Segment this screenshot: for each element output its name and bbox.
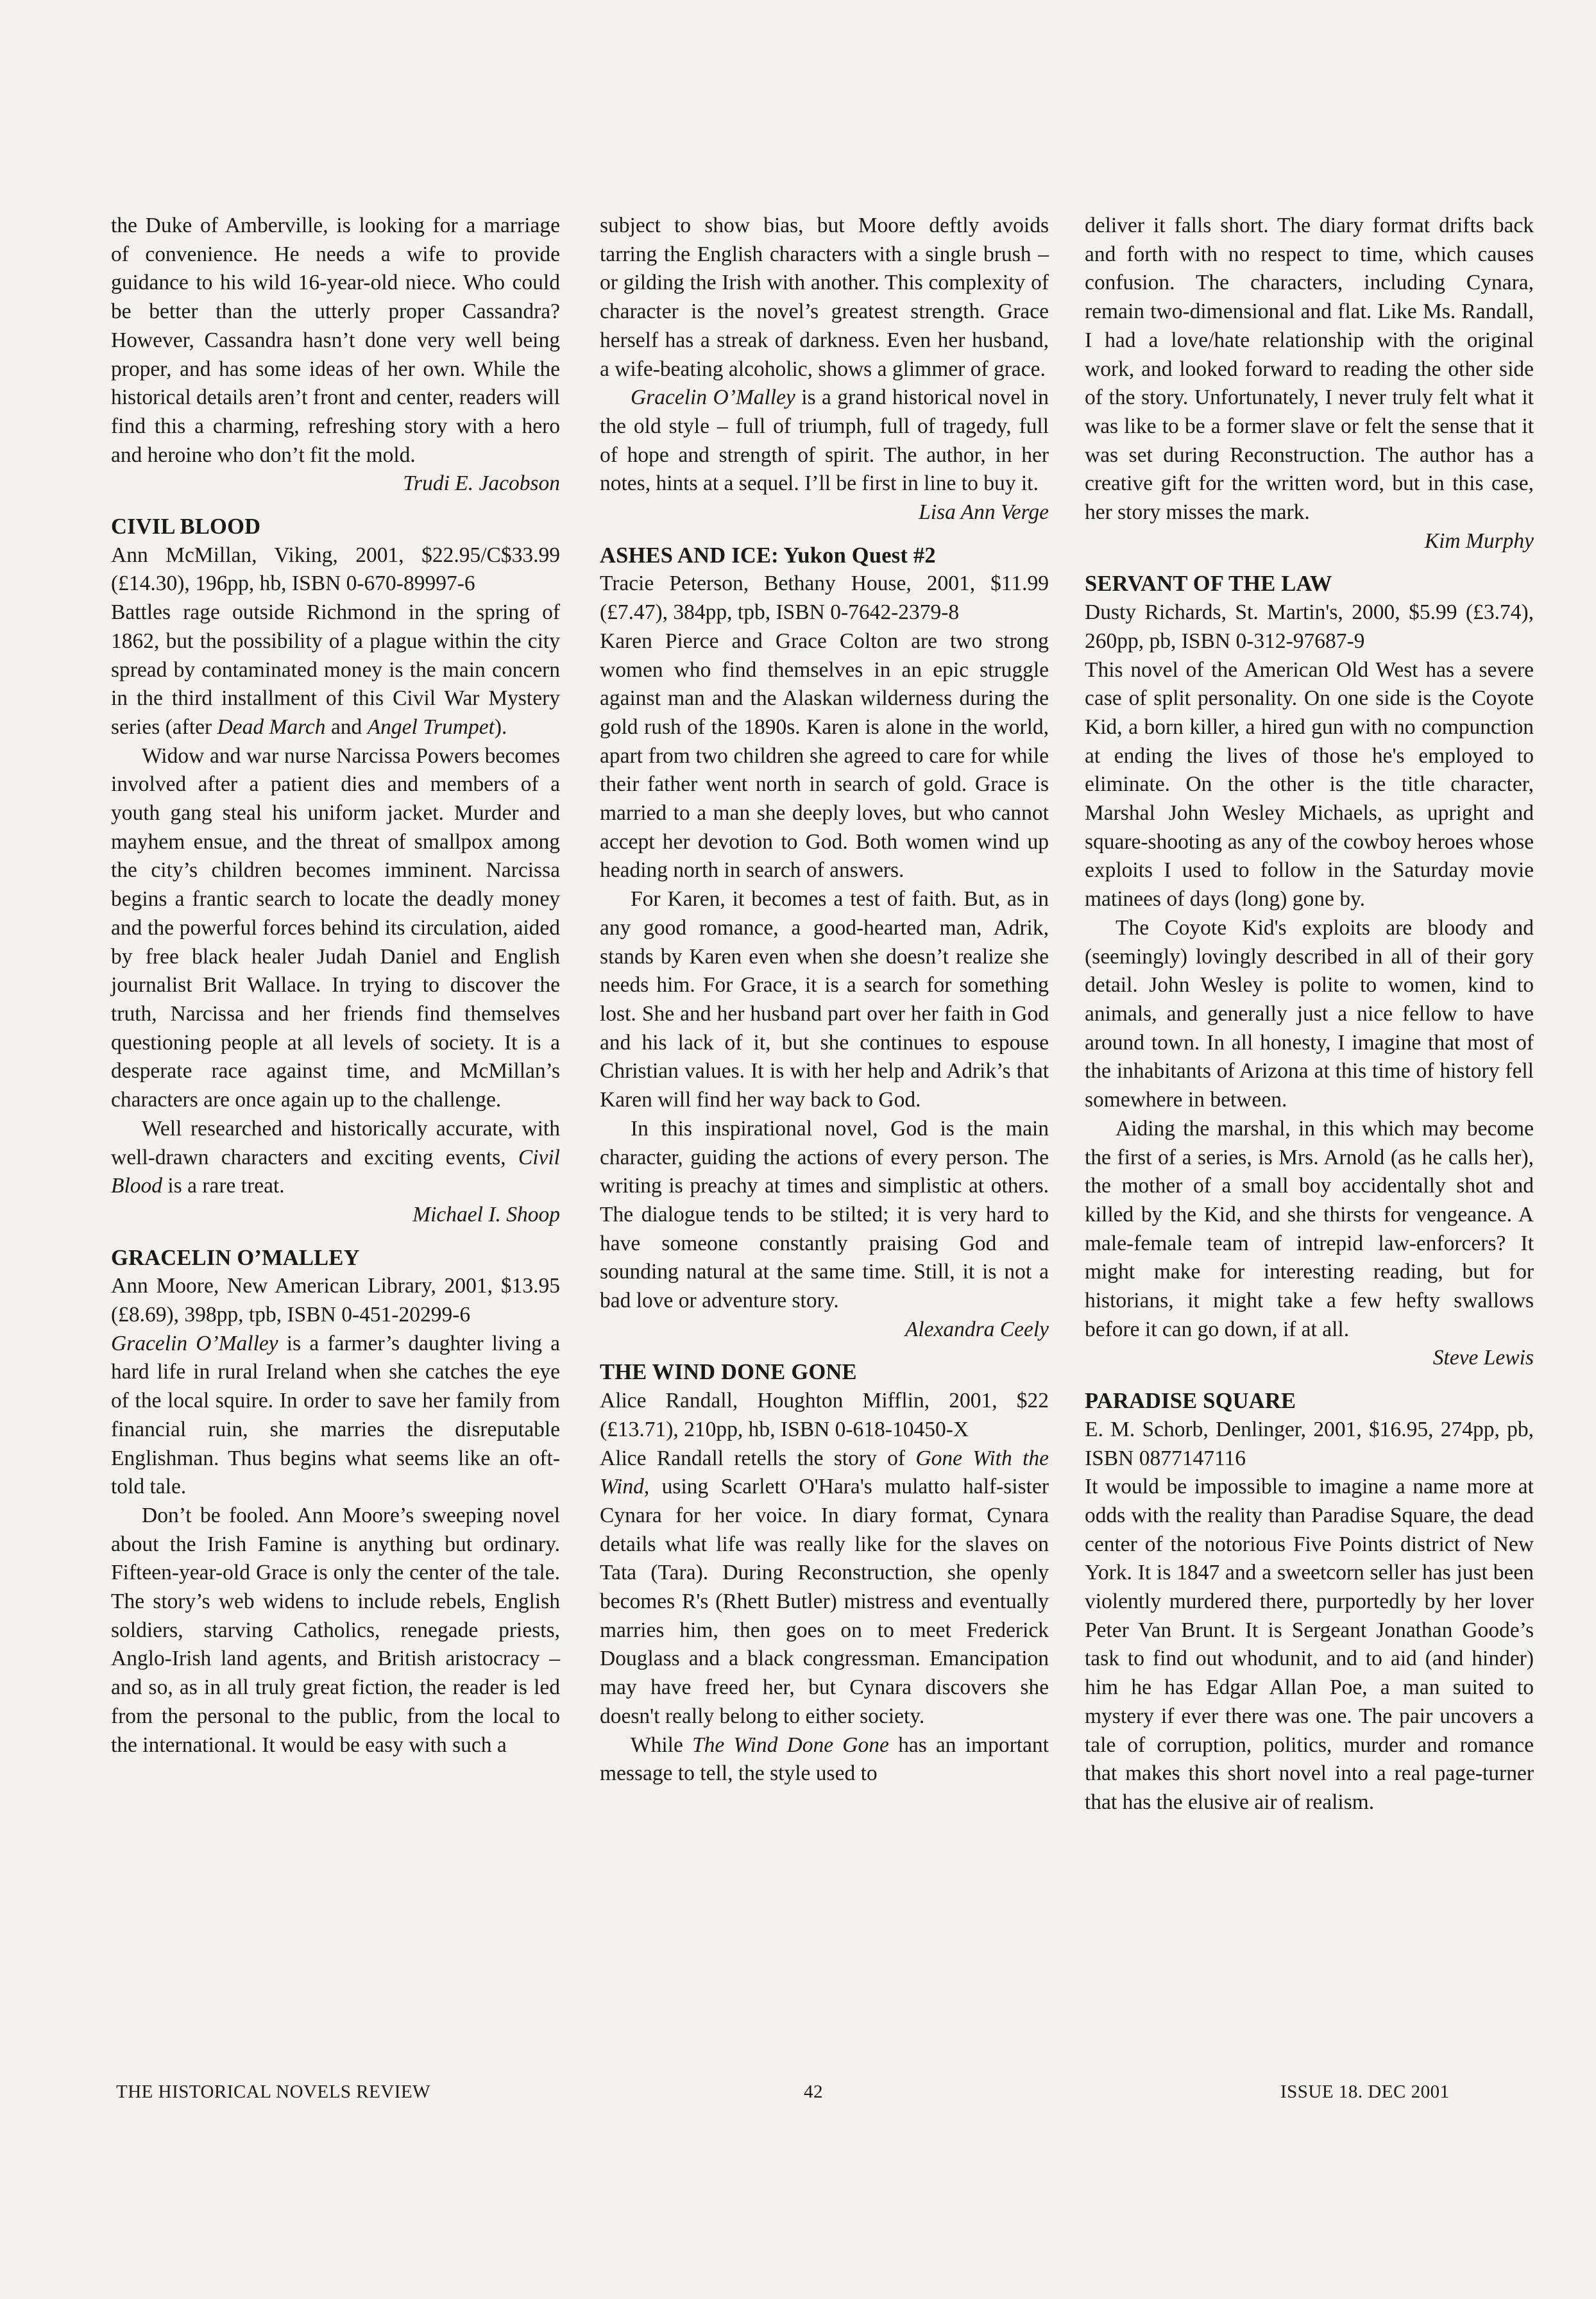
- reviewer-name: Alexandra Ceely: [904, 1317, 1049, 1341]
- review-paragraph: The Coyote Kid's exploits are bloody and (seemingly) lovingly described in all of their gory detail. John Wesley is polite to women, kind to animals, and generally just a nice fellow to have around town. In all honesty, I imagine that most of the inhabitants of Arizona at this time of history fell somewhere in between.: [1085, 915, 1534, 1112]
- reviewer-name: Trudi E. Jacobson: [403, 471, 560, 496]
- review-paragraph: Don’t be fooled. Ann Moore’s sweeping novel about the Irish Famine is anything but ordinary. Fifteen-year-old Grace is only the center of the tale. The story’s web widens to include rebels, English soldiers, starving Catholics, renegade priests, Anglo-Irish land agents, and British aristocracy – and so, as in all truly great fiction, the reader is led from the personal to the public, from the local to the international. It would be easy with such a: [111, 1503, 560, 1757]
- review-title: GRACELIN O’MALLEY: [111, 1245, 360, 1270]
- review-title: SERVANT OF THE LAW: [1085, 572, 1332, 597]
- column-middle: [600, 212, 1049, 1788]
- footer-publication-name: THE HISTORICAL NOVELS REVIEW: [116, 2082, 431, 2102]
- footer-issue-date: ISSUE 18. DEC 2001: [1280, 2082, 1450, 2102]
- reviewer-name: Steve Lewis: [1432, 1346, 1534, 1370]
- column-right: [1085, 212, 1534, 1817]
- review-paragraph: For Karen, it becomes a test of faith. But, as in any good romance, a good-hearted man, Adrik, stands by Karen even when she doesn’t realize she needs him. For Grace, it is a search for something lost. She and her husband part over her faith in God and his lack of it, but she continues to espouse Christian values. It is with her help and Adrik’s that Karen will find her way back to God.: [600, 887, 1049, 1112]
- book-details: Ann McMillan, Viking, 2001, $22.95/C$33.99 (£14.30), 196pp, hb, ISBN 0-670-89997-6: [111, 543, 560, 596]
- review-paragraph: While The Wind Done Gone has an important message to tell, the style used to: [600, 1733, 1049, 1786]
- review-title: THE WIND DONE GONE: [600, 1360, 857, 1385]
- review-paragraph: In this inspirational novel, God is the main character, guiding the actions of every person. The writing is preachy at times and simplistic at others. The dialogue tends to be stilted; it is very hard to have someone constantly praising God and sounding natural at the same time. Still, it is not a bad love or adventure story.: [600, 1116, 1049, 1313]
- review-paragraph: Well researched and historically accurate, with well-drawn characters and exciting events, Civil Blood is a rare treat.: [111, 1116, 560, 1198]
- book-details: Ann Moore, New American Library, 2001, $13.95 (£8.69), 398pp, tpb, ISBN 0-451-20299-6: [111, 1274, 560, 1327]
- reviewer-name: Lisa Ann Verge: [919, 500, 1049, 525]
- review-paragraph: Battles rage outside Richmond in the spring of 1862, but the possibility of a plague within the city spread by contaminated money is the main concern in the third installment of this Civil War Mystery series (after Dead March and Angel Trumpet).: [111, 600, 560, 739]
- reviewer-name: Michael I. Shoop: [412, 1202, 560, 1226]
- column-left: [111, 212, 560, 1760]
- review-paragraph: Aiding the marshal, in this which may become the first of a series, is Mrs. Arnold (as he calls her), the mother of a small boy accidentally shot and killed by the Kid, and she thirsts for vengeance. A male-female team of intrepid law-enforcers? It might make for interesting reading, but for historians, it might take a few hefty swallows before it can go down, if at all.: [1085, 1116, 1534, 1341]
- review-title: ASHES AND ICE: Yukon Quest #2: [600, 543, 936, 568]
- book-details: Tracie Peterson, Bethany House, 2001, $11.99 (£7.47), 384pp, tpb, ISBN 0-7642-2379-8: [600, 572, 1049, 625]
- reviewer-name: Kim Murphy: [1424, 529, 1534, 553]
- book-details: E. M. Schorb, Denlinger, 2001, $16.95, 274pp, pb, ISBN 0877147116: [1085, 1417, 1534, 1470]
- review-paragraph: Widow and war nurse Narcissa Powers becomes involved after a patient dies and members of a youth gang steal his uniform jacket. Murder and mayhem ensue, and the threat of smallpox among the city’s children becomes imminent. Narcissa begins a frantic search to locate the deadly money and the powerful forces behind its circulation, aided by free black healer Judah Daniel and English journalist Brit Wallace. In trying to discover the truth, Narcissa and her friends find themselves questioning people at all levels of society. It is a desperate race against time, and McMillan’s characters are once again up to the challenge.: [111, 743, 560, 1112]
- review-paragraph: Gracelin O’Malley is a farmer’s daughter living a hard life in rural Ireland when she catches the eye of the local squire. In order to save her family from financial ruin, she marries the disreputable Englishman. Thus begins what seems like an oft-told tale.: [111, 1331, 560, 1499]
- review-title: PARADISE SQUARE: [1085, 1389, 1296, 1414]
- review-title: CIVIL BLOOD: [111, 514, 261, 539]
- review-paragraph: deliver it falls short. The diary format drifts back and forth with no respect to time, which causes confusion. The characters, including Cynara, remain two-dimensional and flat. Like Ms. Randall, I had a love/hate relationship with the original work, and looked forward to reading the other side of the story. Unfortunately, I never truly felt what it was like to be a former slave or felt the sense that it was set during Reconstruction. The author has a creative gift for the written word, but in this case, her story misses the mark.: [1085, 214, 1534, 525]
- book-details: Alice Randall, Houghton Mifflin, 2001, $22 (£13.71), 210pp, hb, ISBN 0-618-10450-X: [600, 1389, 1049, 1441]
- footer-page-number: 42: [804, 2082, 823, 2102]
- review-paragraph: Alice Randall retells the story of Gone With the Wind, using Scarlett O'Hara's mulatto half-sister Cynara for her voice. In diary format, Cynara details what life was really like for the slaves on Tata (Tara). During Reconstruction, she openly becomes R's (Rhett Butler) mistress and eventually marries him, then goes on to meet Frederick Douglass and a black congressman. Emancipation may have freed her, but Cynara discovers she doesn't really belong to either society.: [600, 1446, 1049, 1728]
- review-paragraph: Gracelin O’Malley is a grand historical novel in the old style – full of triumph, full of tragedy, full of hope and strength of spirit. The author, in her notes, hints at a sequel. I’ll be first in line to buy it.: [600, 386, 1049, 496]
- review-paragraph: subject to show bias, but Moore deftly avoids tarring the English characters with a single brush – or gilding the Irish with another. This complexity of character is the novel’s greatest strength. Grace herself has a streak of darkness. Even her husband, a wife-beating alcoholic, shows a glimmer of grace.: [600, 214, 1049, 381]
- review-paragraph: It would be impossible to imagine a name more at odds with the reality than Paradise Square, the dead center of the notorious Five Points district of New York. It is 1847 and a sweetcorn seller has just been violently murdered there, purportedly by her lover Peter Van Brunt. It is Sergeant Jonathan Goode’s task to find out whodunit, and to aid (and hinder) him he has Edgar Allan Poe, a man suited to mystery if ever there was one. The pair uncovers a tale of corruption, politics, murder and romance that makes this short novel into a real page-turner that has the elusive air of realism.: [1085, 1475, 1534, 1814]
- book-details: Dusty Richards, St. Martin's, 2000, $5.99 (£3.74), 260pp, pb, ISBN 0-312-97687-9: [1085, 600, 1534, 653]
- review-paragraph: Karen Pierce and Grace Colton are two strong women who find themselves in an epic struggle against man and the Alaskan wilderness during the gold rush of the 1890s. Karen is alone in the world, apart from two children she agreed to care for while their father went north in search of gold. Grace is married to a man she deeply loves, but who cannot accept her devotion to God. Both women wind up heading north in search of answers.: [600, 629, 1049, 883]
- review-paragraph: This novel of the American Old West has a severe case of split personality. On one side is the Coyote Kid, a born killer, a hired gun with no compunction at ending the lives of those he's employed to eliminate. On the other is the title character, Marshal John Wesley Michaels, as upright and square-shooting as any of the cowboy heroes whose exploits I used to follow in the Saturday movie matinees of days (long) gone by.: [1085, 657, 1534, 912]
- review-paragraph: the Duke of Amberville, is looking for a marriage of convenience. He needs a wife to provide guidance to his wild 16-year-old niece. Who could be better than the utterly proper Cassandra? However, Cassandra hasn’t done very well being proper, and has some ideas of her own. While the historical details aren’t front and center, readers will find this a charming, refreshing story with a hero and heroine who don’t fit the mold.: [111, 214, 560, 467]
